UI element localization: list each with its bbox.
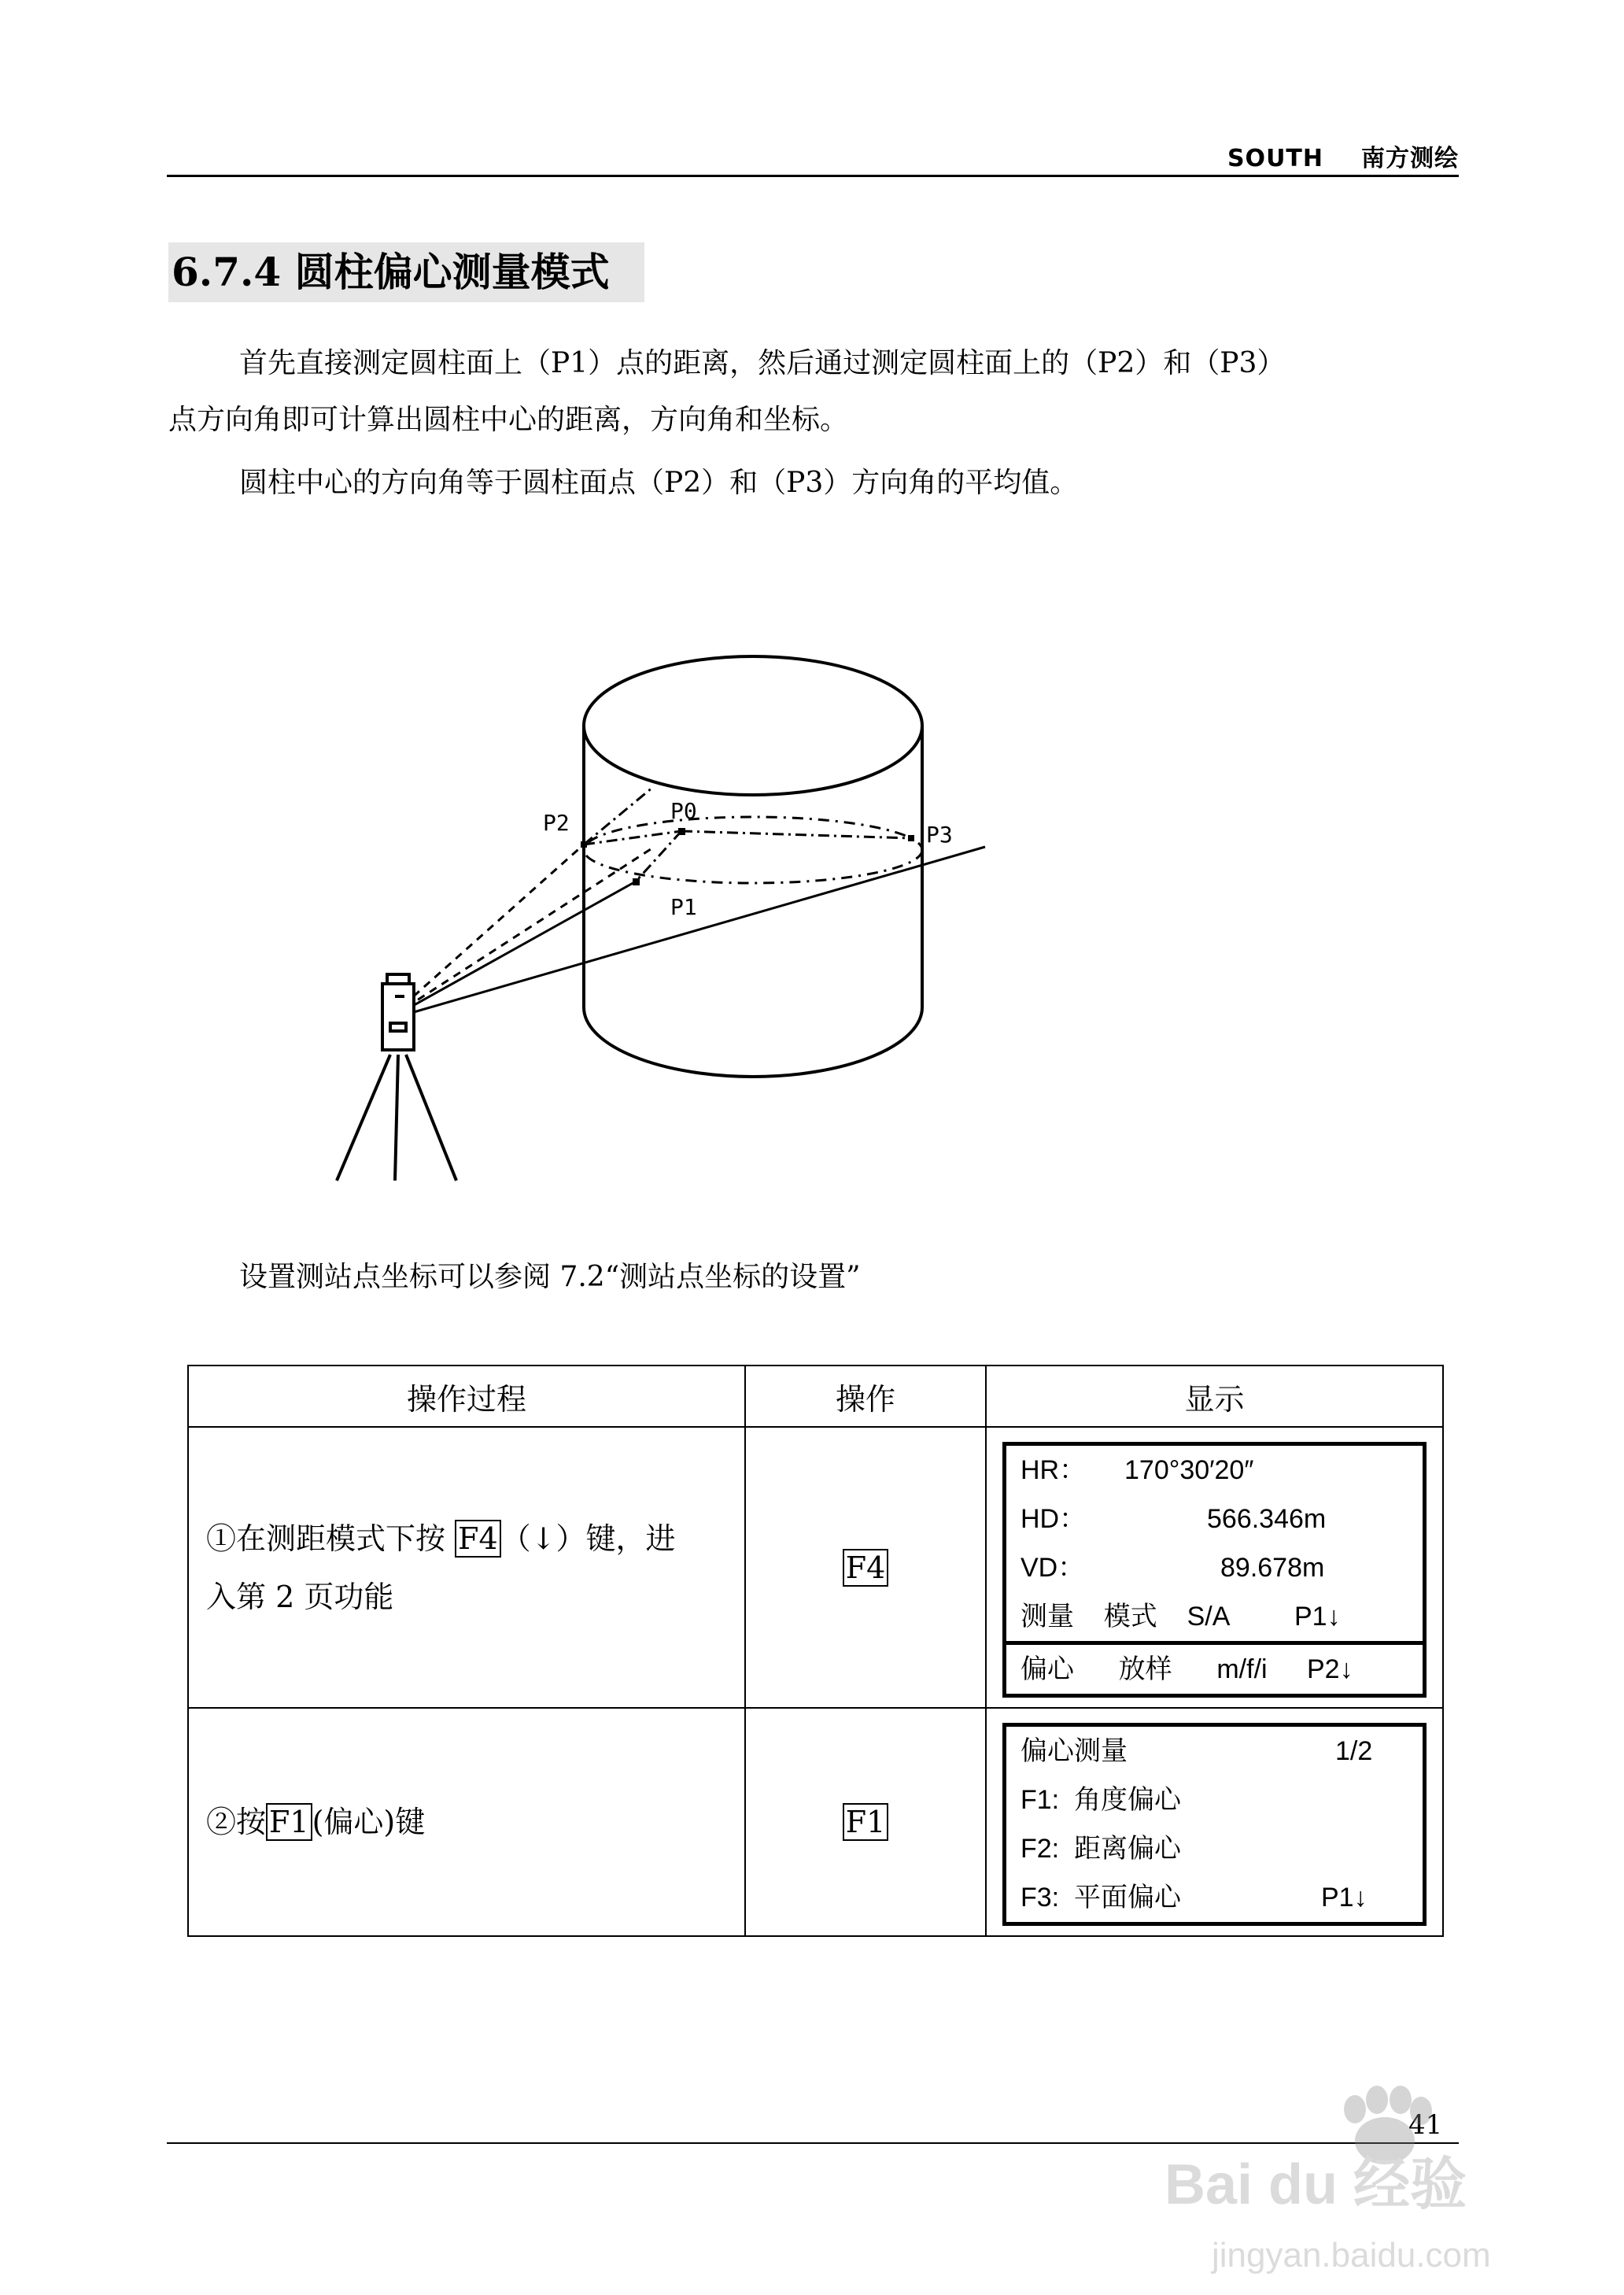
- f3-text: F3: 平面偏心: [1021, 1883, 1182, 1913]
- line-p0-p3: [681, 831, 911, 838]
- lcd-hr-line: [1006, 1446, 1423, 1495]
- lcd-vd-line: [1006, 1543, 1423, 1592]
- step-2-key: F1: [266, 1803, 312, 1841]
- header-brand: [1227, 139, 1459, 173]
- section-title: 6.7.4 圆柱偏心测量模式: [168, 242, 644, 302]
- lcd-screen-1: [1002, 1442, 1427, 1698]
- line-p2-up: [584, 787, 653, 844]
- header-rule: [167, 175, 1459, 177]
- baidu-jingyan-watermark: [1149, 2054, 1558, 2290]
- hd-label: HD：: [1021, 1504, 1087, 1534]
- paragraph-1-line-1: 首先直接测定圆柱面上（P1）点的距离，然后通过测定圆柱面上的（P2）和（P3）: [239, 347, 1286, 379]
- label-p1: P1: [670, 894, 697, 920]
- lcd-f1-line: F1: 角度偏心: [1021, 1785, 1182, 1815]
- f3-page: P1↓: [1321, 1883, 1367, 1913]
- point-p2: [581, 841, 587, 848]
- step-1-display: [986, 1427, 1443, 1708]
- hr-label: HR：: [1021, 1455, 1087, 1485]
- label-p0: P0: [670, 798, 697, 824]
- step-1-prefix: ①在测距模式下按: [206, 1521, 446, 1556]
- menu-2-items: 偏心 放样 m/f/i: [1021, 1654, 1268, 1684]
- offset-title: 偏心测量: [1021, 1736, 1128, 1766]
- hd-value: 566.346m: [1207, 1504, 1327, 1534]
- lcd-menu-1: [1006, 1592, 1423, 1641]
- step-2-suffix: (偏心)键: [312, 1805, 426, 1839]
- sight-line-p0: [406, 848, 653, 1007]
- lcd-screen-2: [1002, 1723, 1427, 1926]
- tripod-icon: [337, 1055, 456, 1181]
- f4-key: F4: [843, 1549, 889, 1587]
- cylinder-top: [584, 656, 922, 795]
- hr-value: 170°30′20″: [1124, 1455, 1254, 1485]
- step-2-text: [188, 1708, 745, 1936]
- paragraph-2: 圆柱中心的方向角等于圆柱面点（P2）和（P3）方向角的平均值。: [239, 467, 1079, 499]
- step-2-prefix: ②按: [206, 1805, 267, 1839]
- total-station-icon: [382, 974, 414, 1050]
- menu-1-page: P1↓: [1294, 1602, 1341, 1632]
- lcd-menu-2: [1006, 1641, 1423, 1694]
- step-2-display: [986, 1708, 1443, 1936]
- brand-cn: 南方测绘: [1361, 145, 1459, 172]
- operation-table: [187, 1365, 1444, 1937]
- step-1-suffix: （↓）键，进: [500, 1521, 676, 1556]
- reference-note: 设置测站点坐标可以参阅 7.2“测站点坐标的设置”: [239, 1261, 861, 1293]
- label-p3: P3: [926, 822, 953, 848]
- step-1-key: F4: [455, 1520, 501, 1558]
- cylinder-offset-diagram: [228, 551, 1157, 1236]
- header-display: 显示: [986, 1366, 1443, 1427]
- offset-page: 1/2: [1335, 1736, 1373, 1766]
- brand-en: SOUTH: [1227, 145, 1323, 172]
- step-2-operation: [745, 1708, 986, 1936]
- point-p1: [633, 878, 640, 885]
- step-1-text: [188, 1427, 745, 1708]
- lcd-hd-line: [1006, 1495, 1423, 1543]
- label-p2: P2: [543, 810, 570, 836]
- paragraph-1-line-2: 点方向角即可计算出圆柱中心的距离，方向角和坐标。: [168, 404, 849, 436]
- header-operation: 操作: [745, 1366, 986, 1427]
- vd-value: 89.678m: [1220, 1553, 1325, 1583]
- line-p2-p0: [584, 831, 681, 844]
- f1-key: F1: [843, 1803, 889, 1841]
- section-ellipse: [584, 817, 922, 883]
- point-p0: [678, 828, 685, 835]
- sight-line-p3: [403, 847, 985, 1015]
- table-header-row: [188, 1366, 1443, 1427]
- point-p3: [908, 835, 914, 841]
- menu-1-items: 测量 模式 S/A: [1021, 1602, 1231, 1632]
- paw-icon: [1344, 2086, 1432, 2164]
- table-row: [188, 1708, 1443, 1936]
- step-1-operation: [745, 1427, 986, 1708]
- cylinder-bottom: [584, 1007, 922, 1077]
- lcd-title-line: [1006, 1727, 1423, 1776]
- step-1-line-2: 入第 2 页功能: [206, 1579, 394, 1614]
- vd-label: VD：: [1021, 1553, 1085, 1583]
- watermark-logo: Bai du 经验: [1164, 2153, 1467, 2216]
- header-process: 操作过程: [188, 1366, 745, 1427]
- lcd-f3-line: [1006, 1873, 1423, 1922]
- page-number: 41: [1408, 2109, 1443, 2141]
- menu-2-page: P2↓: [1307, 1654, 1353, 1684]
- lcd-f2-line: F2: 距离偏心: [1021, 1834, 1182, 1864]
- table-row: [188, 1427, 1443, 1708]
- watermark-url: jingyan.baidu.com: [1212, 2236, 1491, 2275]
